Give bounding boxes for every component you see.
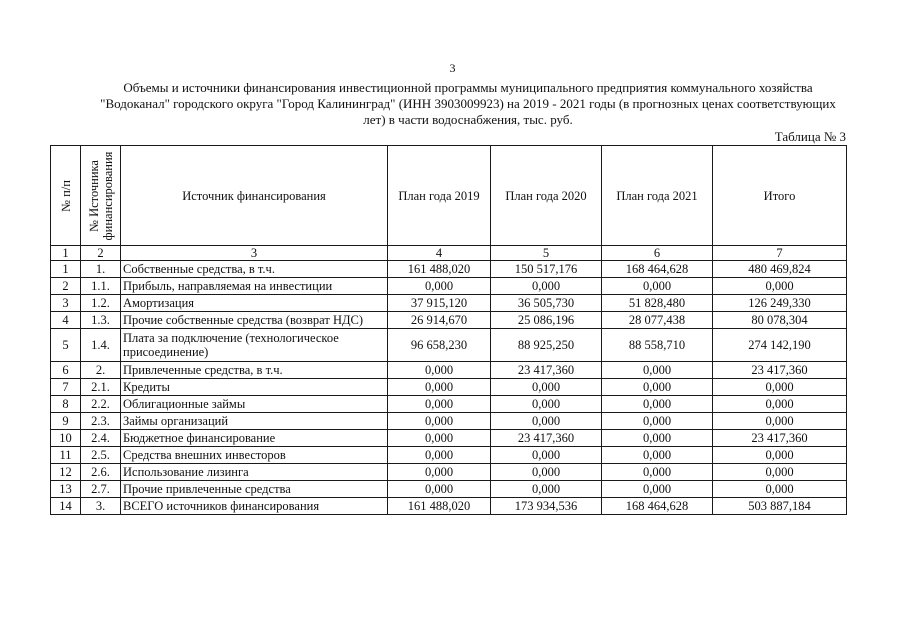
plan-2021-value: 0,000 xyxy=(602,413,713,430)
row-index: 7 xyxy=(51,379,81,396)
total-value: 23 417,360 xyxy=(713,430,847,447)
plan-2021-value: 0,000 xyxy=(602,430,713,447)
source-name: Кредиты xyxy=(121,379,388,396)
source-name: Средства внешних инвесторов xyxy=(121,447,388,464)
table-row xyxy=(51,396,847,413)
title-line: "Водоканал" городского округа "Город Калининград" (ИНН 3903009923) на 2019 - 2021 годы (в прогнозных ценах соответствующих xyxy=(100,96,836,111)
header-source-number-line: финансирования xyxy=(100,151,115,240)
table-row xyxy=(51,295,847,312)
source-code: 2.7. xyxy=(81,481,121,498)
source-name: Бюджетное финансирование xyxy=(121,430,388,447)
row-index: 8 xyxy=(51,396,81,413)
plan-2020-value: 25 086,196 xyxy=(491,312,602,329)
plan-2021-value: 168 464,628 xyxy=(602,498,713,515)
column-number: 1 xyxy=(51,246,81,261)
source-name: ВСЕГО источников финансирования xyxy=(121,498,388,515)
header-total: Итого xyxy=(713,146,847,246)
plan-2019-value: 0,000 xyxy=(388,430,491,447)
column-number: 2 xyxy=(81,246,121,261)
plan-2020-value: 0,000 xyxy=(491,396,602,413)
plan-2021-value: 0,000 xyxy=(602,481,713,498)
plan-2021-value: 0,000 xyxy=(602,362,713,379)
row-index: 5 xyxy=(51,329,81,362)
plan-2019-value: 161 488,020 xyxy=(388,498,491,515)
column-number-row xyxy=(51,246,847,261)
plan-2020-value: 150 517,176 xyxy=(491,261,602,278)
total-value: 126 249,330 xyxy=(713,295,847,312)
table-row xyxy=(51,430,847,447)
table-row xyxy=(51,312,847,329)
plan-2019-value: 26 914,670 xyxy=(388,312,491,329)
source-code: 1.2. xyxy=(81,295,121,312)
plan-2021-value: 0,000 xyxy=(602,379,713,396)
row-index: 13 xyxy=(51,481,81,498)
total-value: 0,000 xyxy=(713,447,847,464)
source-code: 2.2. xyxy=(81,396,121,413)
source-name: Использование лизинга xyxy=(121,464,388,481)
column-number: 7 xyxy=(713,246,847,261)
total-value: 503 887,184 xyxy=(713,498,847,515)
plan-2020-value: 0,000 xyxy=(491,464,602,481)
plan-2020-value: 36 505,730 xyxy=(491,295,602,312)
table-row xyxy=(51,261,847,278)
plan-2020-value: 88 925,250 xyxy=(491,329,602,362)
total-value: 0,000 xyxy=(713,379,847,396)
table-row xyxy=(51,481,847,498)
table-row xyxy=(51,278,847,295)
total-value: 0,000 xyxy=(713,278,847,295)
plan-2019-value: 0,000 xyxy=(388,278,491,295)
total-value: 0,000 xyxy=(713,396,847,413)
header-plan-2021: План года 2021 xyxy=(602,146,713,246)
header-index-label: № п/п xyxy=(58,179,73,212)
row-index: 4 xyxy=(51,312,81,329)
plan-2019-value: 0,000 xyxy=(388,379,491,396)
row-index: 12 xyxy=(51,464,81,481)
table-header-row xyxy=(51,146,847,246)
table-row xyxy=(51,362,847,379)
table-row xyxy=(51,413,847,430)
total-value: 80 078,304 xyxy=(713,312,847,329)
source-name: Прибыль, направляемая на инвестиции xyxy=(121,278,388,295)
plan-2021-value: 88 558,710 xyxy=(602,329,713,362)
table-row xyxy=(51,447,847,464)
source-code: 1. xyxy=(81,261,121,278)
plan-2020-value: 0,000 xyxy=(491,278,602,295)
plan-2020-value: 0,000 xyxy=(491,413,602,430)
table-row xyxy=(51,329,847,362)
column-number: 4 xyxy=(388,246,491,261)
source-code: 1.4. xyxy=(81,329,121,362)
row-index: 9 xyxy=(51,413,81,430)
plan-2021-value: 28 077,438 xyxy=(602,312,713,329)
total-value: 0,000 xyxy=(713,481,847,498)
document-title xyxy=(40,80,896,128)
row-index: 1 xyxy=(51,261,81,278)
source-code: 2.1. xyxy=(81,379,121,396)
source-name: Облигационные займы xyxy=(121,396,388,413)
financing-table xyxy=(50,145,847,515)
plan-2019-value: 37 915,120 xyxy=(388,295,491,312)
row-index: 10 xyxy=(51,430,81,447)
plan-2020-value: 0,000 xyxy=(491,447,602,464)
total-value: 23 417,360 xyxy=(713,362,847,379)
table-row-total xyxy=(51,498,847,515)
column-number: 5 xyxy=(491,246,602,261)
row-index: 14 xyxy=(51,498,81,515)
plan-2019-value: 161 488,020 xyxy=(388,261,491,278)
plan-2020-value: 0,000 xyxy=(491,481,602,498)
page-number: 3 xyxy=(449,61,456,75)
plan-2019-value: 96 658,230 xyxy=(388,329,491,362)
source-name: Прочие собственные средства (возврат НДС) xyxy=(121,312,388,329)
plan-2020-value: 173 934,536 xyxy=(491,498,602,515)
source-code: 2.3. xyxy=(81,413,121,430)
row-index: 2 xyxy=(51,278,81,295)
plan-2019-value: 0,000 xyxy=(388,362,491,379)
plan-2021-value: 0,000 xyxy=(602,278,713,295)
plan-2021-value: 0,000 xyxy=(602,464,713,481)
source-code: 2.5. xyxy=(81,447,121,464)
source-code: 1.1. xyxy=(81,278,121,295)
plan-2020-value: 23 417,360 xyxy=(491,362,602,379)
header-source-number-line: № Источника xyxy=(86,159,101,232)
header-source: Источник финансирования xyxy=(121,146,388,246)
total-value: 0,000 xyxy=(713,413,847,430)
header-index xyxy=(51,146,81,246)
plan-2021-value: 0,000 xyxy=(602,447,713,464)
source-name: Привлеченные средства, в т.ч. xyxy=(121,362,388,379)
column-number: 3 xyxy=(121,246,388,261)
source-name: Амортизация xyxy=(121,295,388,312)
plan-2019-value: 0,000 xyxy=(388,396,491,413)
total-value: 274 142,190 xyxy=(713,329,847,362)
row-index: 11 xyxy=(51,447,81,464)
plan-2021-value: 51 828,480 xyxy=(602,295,713,312)
source-name: Собственные средства, в т.ч. xyxy=(121,261,388,278)
plan-2020-value: 23 417,360 xyxy=(491,430,602,447)
total-value: 0,000 xyxy=(713,464,847,481)
source-name: Плата за подключение (технологическое присоединение) xyxy=(121,329,388,362)
table-caption: Таблица № 3 xyxy=(774,129,846,144)
plan-2020-value: 0,000 xyxy=(491,379,602,396)
plan-2019-value: 0,000 xyxy=(388,413,491,430)
source-code: 2.4. xyxy=(81,430,121,447)
plan-2019-value: 0,000 xyxy=(388,447,491,464)
table-row xyxy=(51,379,847,396)
title-line: Объемы и источники финансирования инвестиционной программы муниципального предприятия коммунального хозяйства xyxy=(123,80,813,95)
plan-2019-value: 0,000 xyxy=(388,464,491,481)
total-value: 480 469,824 xyxy=(713,261,847,278)
plan-2021-value: 0,000 xyxy=(602,396,713,413)
source-code: 2.6. xyxy=(81,464,121,481)
column-number: 6 xyxy=(602,246,713,261)
header-plan-2020: План года 2020 xyxy=(491,146,602,246)
source-name: Займы организаций xyxy=(121,413,388,430)
table-row xyxy=(51,464,847,481)
source-code: 1.3. xyxy=(81,312,121,329)
source-name: Прочие привлеченные средства xyxy=(121,481,388,498)
header-plan-2019: План года 2019 xyxy=(388,146,491,246)
source-code: 3. xyxy=(81,498,121,515)
header-source-number xyxy=(81,146,121,246)
source-code: 2. xyxy=(81,362,121,379)
title-line: лет) в части водоснабжения, тыс. руб. xyxy=(363,112,573,127)
row-index: 6 xyxy=(51,362,81,379)
plan-2019-value: 0,000 xyxy=(388,481,491,498)
row-index: 3 xyxy=(51,295,81,312)
plan-2021-value: 168 464,628 xyxy=(602,261,713,278)
